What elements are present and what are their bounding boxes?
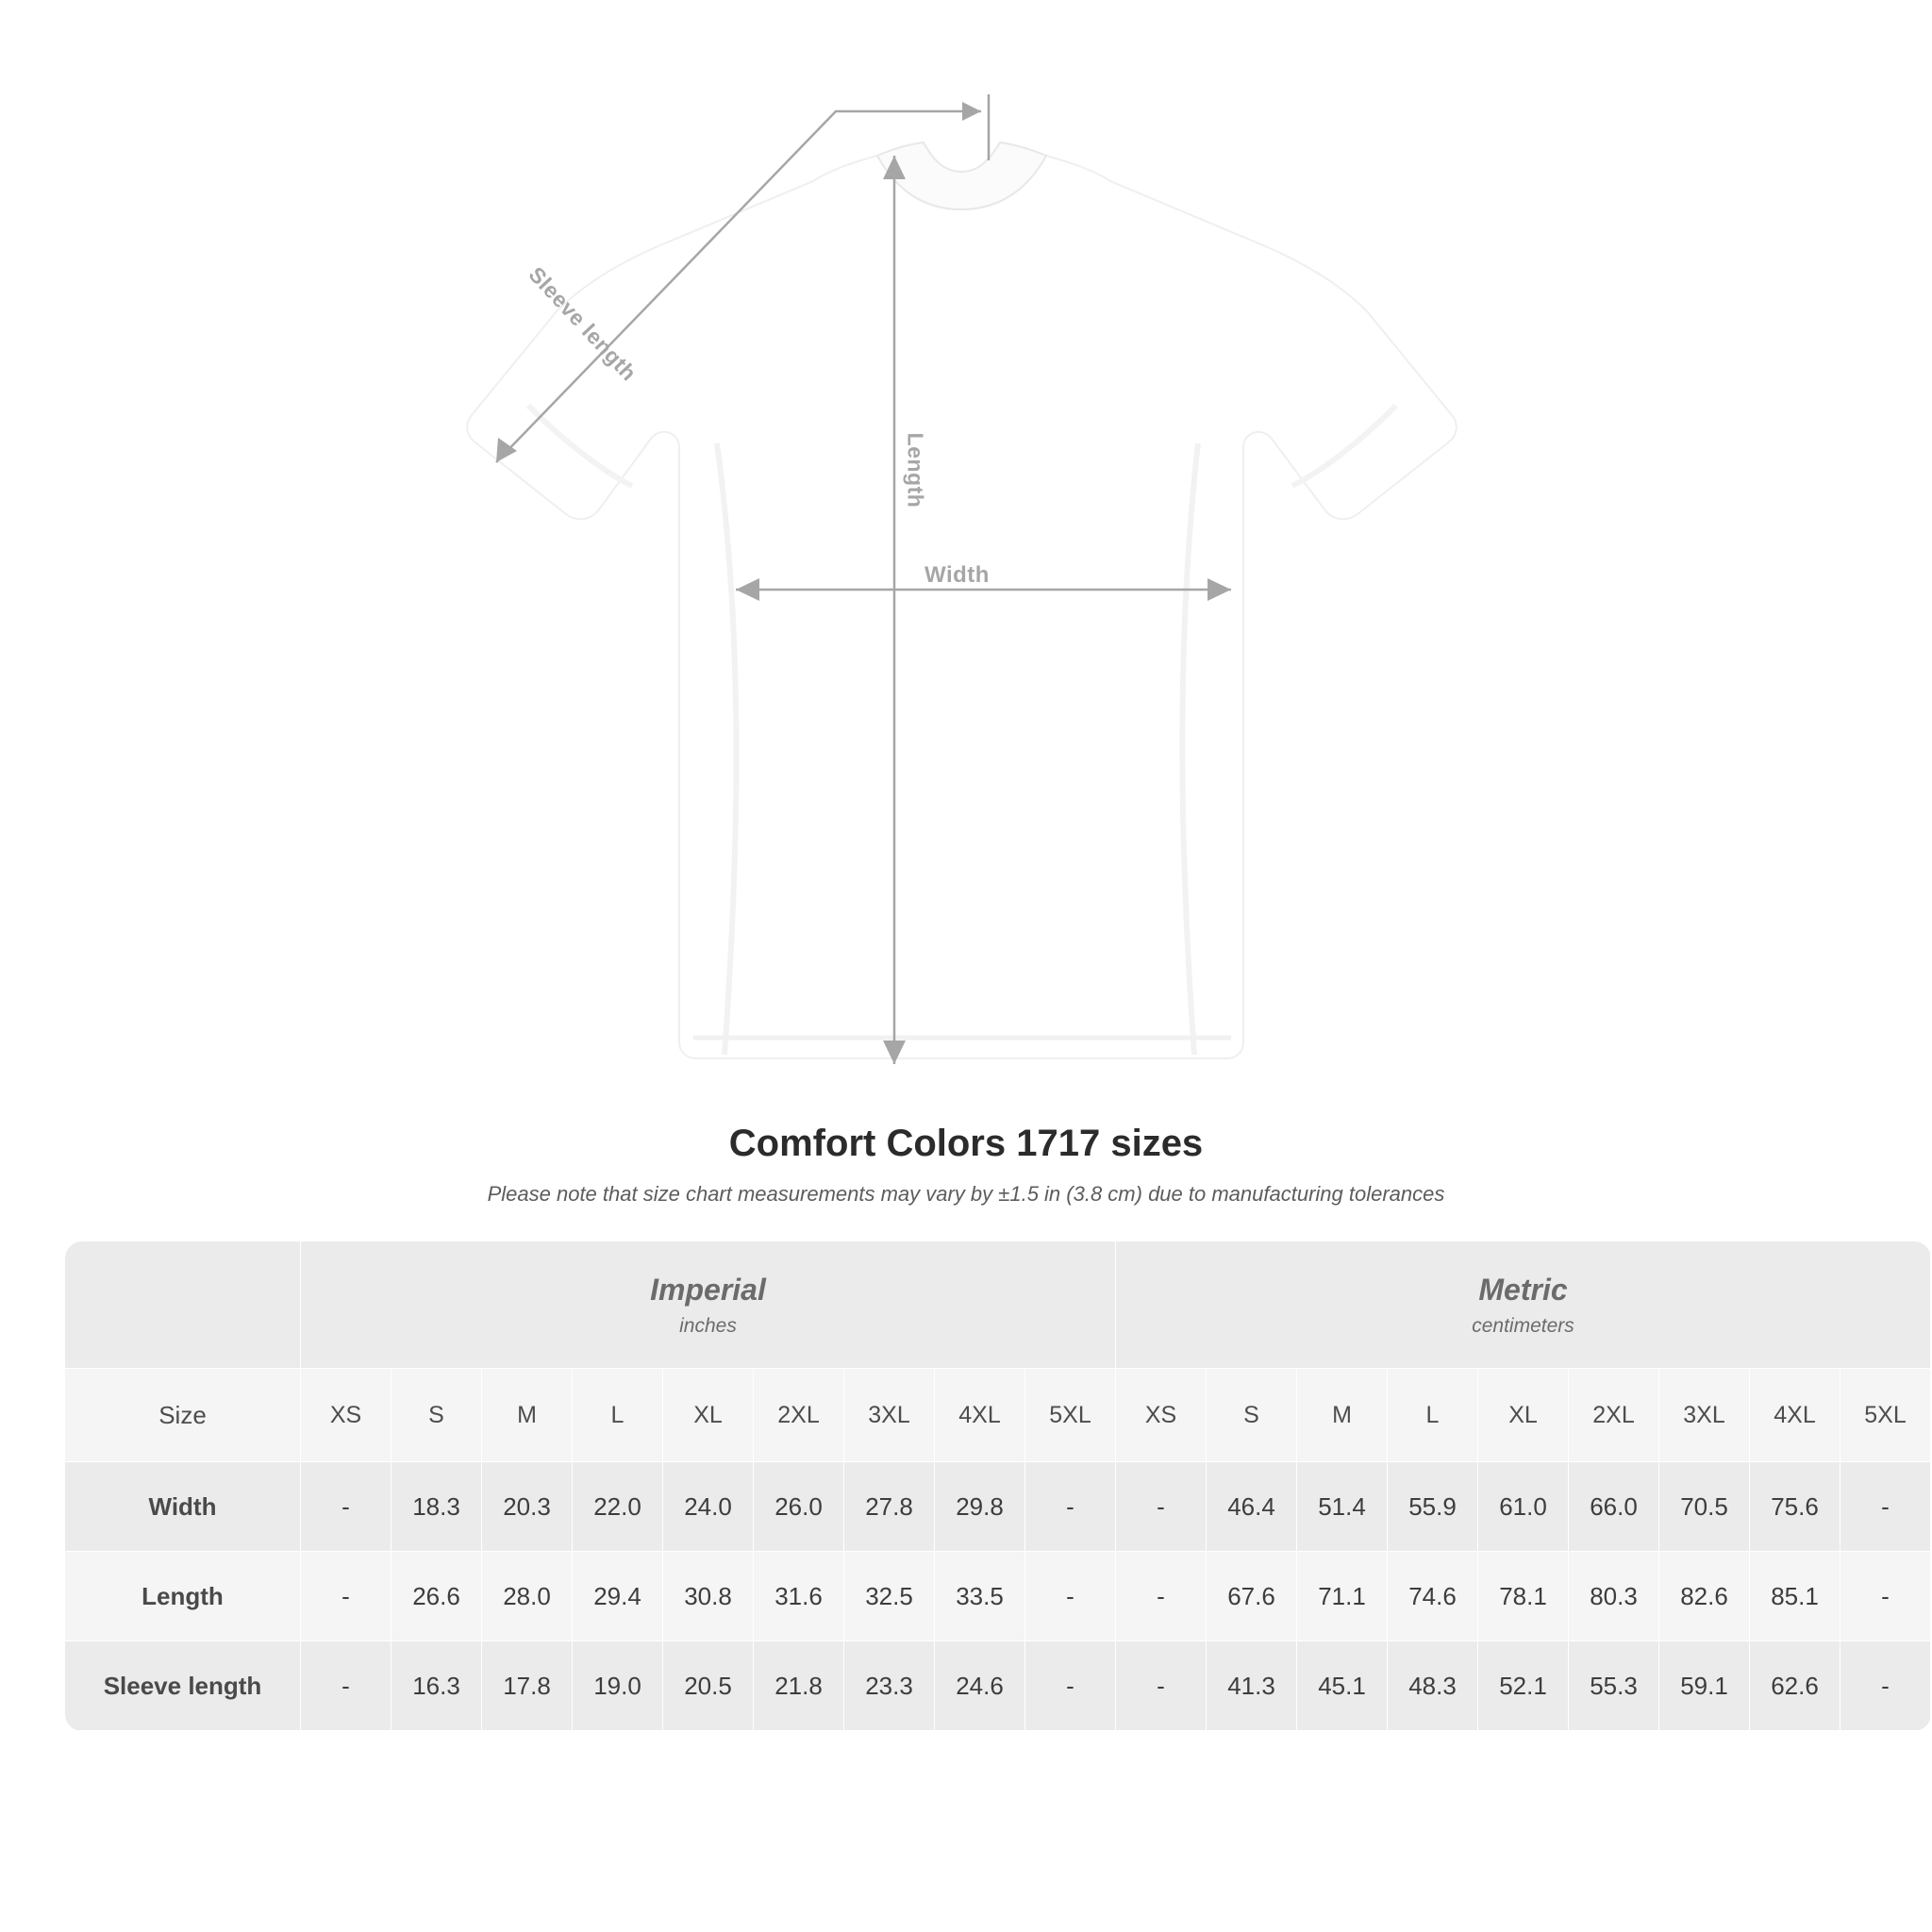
measurement-cell: 17.8 — [482, 1641, 573, 1731]
measurement-cell: 26.6 — [391, 1552, 482, 1641]
measurement-cell: 46.4 — [1207, 1462, 1297, 1552]
measurement-cell: - — [1025, 1462, 1116, 1552]
measurement-cell: 70.5 — [1659, 1462, 1750, 1552]
unit-group-imperial-sub: inches — [679, 1314, 737, 1337]
measurement-cell: - — [1116, 1641, 1207, 1731]
measurement-cell: - — [1025, 1641, 1116, 1731]
measurement-cell: - — [1840, 1552, 1931, 1641]
measurement-cell: 19.0 — [573, 1641, 663, 1731]
measurement-cell: 24.6 — [935, 1641, 1025, 1731]
measurement-cell: 80.3 — [1569, 1552, 1659, 1641]
measurement-cell: 61.0 — [1478, 1462, 1569, 1552]
measurement-cell: 62.6 — [1750, 1641, 1840, 1731]
width-label: Width — [924, 562, 990, 588]
sleeve-length-label: Sleeve length — [524, 261, 642, 386]
measurement-cell: 55.9 — [1388, 1462, 1478, 1552]
measurement-cell: - — [1840, 1641, 1931, 1731]
measurement-cell: 29.8 — [935, 1462, 1025, 1552]
size-header-cell: 2XL — [754, 1369, 844, 1462]
measurement-cell: 21.8 — [754, 1641, 844, 1731]
measurement-cell: 18.3 — [391, 1462, 482, 1552]
measurement-cell: 24.0 — [663, 1462, 754, 1552]
measurement-cell: 55.3 — [1569, 1641, 1659, 1731]
size-chart-table-wrapper — [64, 1241, 1907, 1731]
unit-group-metric — [1116, 1241, 1931, 1369]
unit-group-metric-sub: centimeters — [1472, 1314, 1574, 1337]
measurement-cell: 22.0 — [573, 1462, 663, 1552]
unit-group-imperial-name: Imperial — [650, 1272, 766, 1307]
title-block — [0, 1123, 1932, 1207]
size-header-cell: 3XL — [844, 1369, 935, 1462]
measurement-cell: 30.8 — [663, 1552, 754, 1641]
measurement-cell: 59.1 — [1659, 1641, 1750, 1731]
measurement-cell: - — [1116, 1552, 1207, 1641]
measurement-cell: - — [301, 1552, 391, 1641]
measurement-cell: 48.3 — [1388, 1641, 1478, 1731]
measurement-cell: - — [1025, 1552, 1116, 1641]
measurement-cell: 20.3 — [482, 1462, 573, 1552]
measurement-cell: - — [1116, 1462, 1207, 1552]
table-row — [65, 1552, 1931, 1641]
unit-group-metric-name: Metric — [1478, 1272, 1568, 1307]
size-header-cell: S — [1207, 1369, 1297, 1462]
measurement-cell: 52.1 — [1478, 1641, 1569, 1731]
size-header-cell: 4XL — [1750, 1369, 1840, 1462]
measurement-cell: 27.8 — [844, 1462, 935, 1552]
measurement-cell: 32.5 — [844, 1552, 935, 1641]
size-header-cell: XL — [663, 1369, 754, 1462]
unit-group-imperial — [301, 1241, 1116, 1369]
unit-row-blank — [65, 1241, 301, 1369]
measurement-cell: 51.4 — [1297, 1462, 1388, 1552]
length-label: Length — [903, 432, 928, 508]
page-title: Comfort Colors 1717 sizes — [728, 1123, 1204, 1164]
size-header-cell: XL — [1478, 1369, 1569, 1462]
measurement-cell: 29.4 — [573, 1552, 663, 1641]
tshirt-shape — [467, 142, 1457, 1058]
size-header-cell: L — [1388, 1369, 1478, 1462]
measurement-cell: 33.5 — [935, 1552, 1025, 1641]
measurement-cell: 20.5 — [663, 1641, 754, 1731]
size-header-cell: M — [482, 1369, 573, 1462]
size-header-cell: 2XL — [1569, 1369, 1659, 1462]
size-header-cell: 3XL — [1659, 1369, 1750, 1462]
measurement-cell: 71.1 — [1297, 1552, 1388, 1641]
measurement-row-label: Sleeve length — [65, 1641, 301, 1731]
size-header-row — [65, 1369, 1931, 1462]
measurement-cell: - — [301, 1462, 391, 1552]
measurement-cell: 75.6 — [1750, 1462, 1840, 1552]
measurement-row-label: Length — [65, 1552, 301, 1641]
measurement-cell: 74.6 — [1388, 1552, 1478, 1641]
tolerance-note: Please note that size chart measurements may vary by ±1.5 in (3.8 cm) due to manufacturing tolerances — [487, 1182, 1445, 1206]
measurement-cell: 67.6 — [1207, 1552, 1297, 1641]
size-header-cell: L — [573, 1369, 663, 1462]
measurement-cell: 26.0 — [754, 1462, 844, 1552]
measurement-cell: 28.0 — [482, 1552, 573, 1641]
measurement-cell: 31.6 — [754, 1552, 844, 1641]
measurement-cell: 78.1 — [1478, 1552, 1569, 1641]
measurement-cell: - — [1840, 1462, 1931, 1552]
size-header-cell: 5XL — [1840, 1369, 1931, 1462]
size-header-cell: XS — [1116, 1369, 1207, 1462]
size-header-cell: XS — [301, 1369, 391, 1462]
table-row — [65, 1462, 1931, 1552]
table-row — [65, 1641, 1931, 1731]
measurement-cell: - — [301, 1641, 391, 1731]
size-chart-table — [64, 1241, 1931, 1731]
measurement-cell: 66.0 — [1569, 1462, 1659, 1552]
measurement-cell: 45.1 — [1297, 1641, 1388, 1731]
measurement-cell: 23.3 — [844, 1641, 935, 1731]
measurement-cell: 82.6 — [1659, 1552, 1750, 1641]
measurement-cell: 41.3 — [1207, 1641, 1297, 1731]
size-header-label: Size — [65, 1369, 301, 1462]
measurement-cell: 85.1 — [1750, 1552, 1840, 1641]
size-header-cell: 4XL — [935, 1369, 1025, 1462]
size-header-cell: 5XL — [1025, 1369, 1116, 1462]
size-header-cell: S — [391, 1369, 482, 1462]
measurement-row-label: Width — [65, 1462, 301, 1552]
measurement-cell: 16.3 — [391, 1641, 482, 1731]
size-header-cell: M — [1297, 1369, 1388, 1462]
unit-header-row — [65, 1241, 1931, 1369]
